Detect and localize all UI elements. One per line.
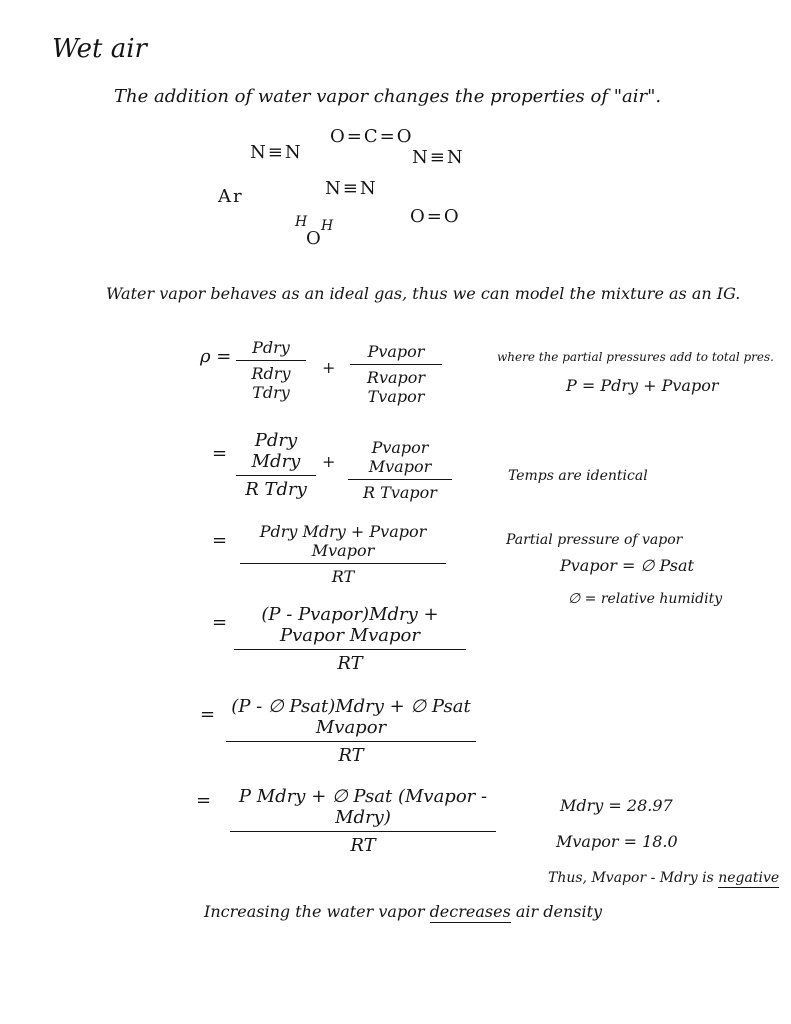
water-oxygen: O [306,228,321,249]
vapor-term [350,342,442,406]
numerator: (P - Pvapor)Mdry + Pvapor Mvapor [261,604,439,646]
nitrogen-molecule: N≡N [325,178,378,199]
oxygen-molecule: O=O [410,206,461,227]
numerator: P Mdry + ∅ Psat (Mvapor - Mdry) [238,786,488,828]
equals-sign: = [212,612,228,633]
denominator: RT [350,835,376,856]
substituted-fraction [234,604,466,674]
nitrogen-molecule: N≡N [250,142,303,163]
difference-note-text: Thus, Mvapor - Mdry is [548,870,714,886]
equals-sign: = [200,704,216,725]
final-fraction [230,786,496,856]
relative-humidity-definition: ∅ = relative humidity [568,591,723,607]
numerator: Pdry Mdry [251,430,301,472]
numerator: Pdry Mdry + Pvapor Mvapor [259,522,427,560]
conclusion-emphasis: decreases [429,902,511,921]
water-hydrogen-right: H [321,218,334,234]
page-title: Wet air [52,34,147,64]
water-hydrogen-left: H [295,214,308,230]
plus-sign: + [322,358,336,377]
equals-sign: = [212,443,228,464]
humidity-fraction [226,696,476,766]
nitrogen-molecule: N≡N [412,147,465,168]
conclusion [204,902,602,921]
vapor-molar-mass: Mvapor = 18.0 [556,832,678,851]
partial-pressure-note: where the partial pressures add to total pres. [497,350,774,364]
dry-molar-mass: Mdry = 28.97 [560,796,673,815]
denominator: R Tvapor [363,483,437,502]
numerator: Pdry [252,338,290,357]
density-symbol: ρ = [200,346,232,367]
negative-word: negative [718,870,780,886]
denominator: RT [331,567,355,586]
numerator: Pvapor Mvapor [368,438,432,476]
denominator: RT [337,653,363,674]
dry-air-term [236,430,316,500]
difference-note [548,870,779,886]
denominator: RT [338,745,364,766]
conclusion-suffix: air density [515,902,603,921]
conclusion-prefix: Increasing the water vapor [204,902,425,921]
numerator: (P - ∅ Psat)Mdry + ∅ Psat Mvapor [231,696,471,738]
denominator: R Tdry [245,479,307,500]
argon-atom: Ar [218,186,244,207]
numerator: Pvapor [367,342,425,361]
ideal-gas-statement: Water vapor behaves as an ideal gas, thus we can model the mixture as an IG. [106,284,741,303]
total-pressure-equation: P = Pdry + Pvapor [566,376,719,395]
plus-sign: + [322,452,336,471]
denominator: Rvapor Tvapor [366,368,426,406]
carbon-dioxide-molecule: O=C=O [330,126,414,147]
equals-sign: = [212,530,228,551]
dry-air-term [236,338,306,402]
intro-text: The addition of water vapor changes the properties of "air". [114,86,662,107]
denominator: Rdry Tdry [251,364,291,402]
combined-fraction [240,522,446,586]
vapor-term [348,438,452,502]
vapor-pressure-equation: Pvapor = ∅ Psat [560,556,694,575]
equals-sign: = [196,790,212,811]
vapor-pressure-note: Partial pressure of vapor [506,532,683,548]
temps-note: Temps are identical [508,468,648,484]
